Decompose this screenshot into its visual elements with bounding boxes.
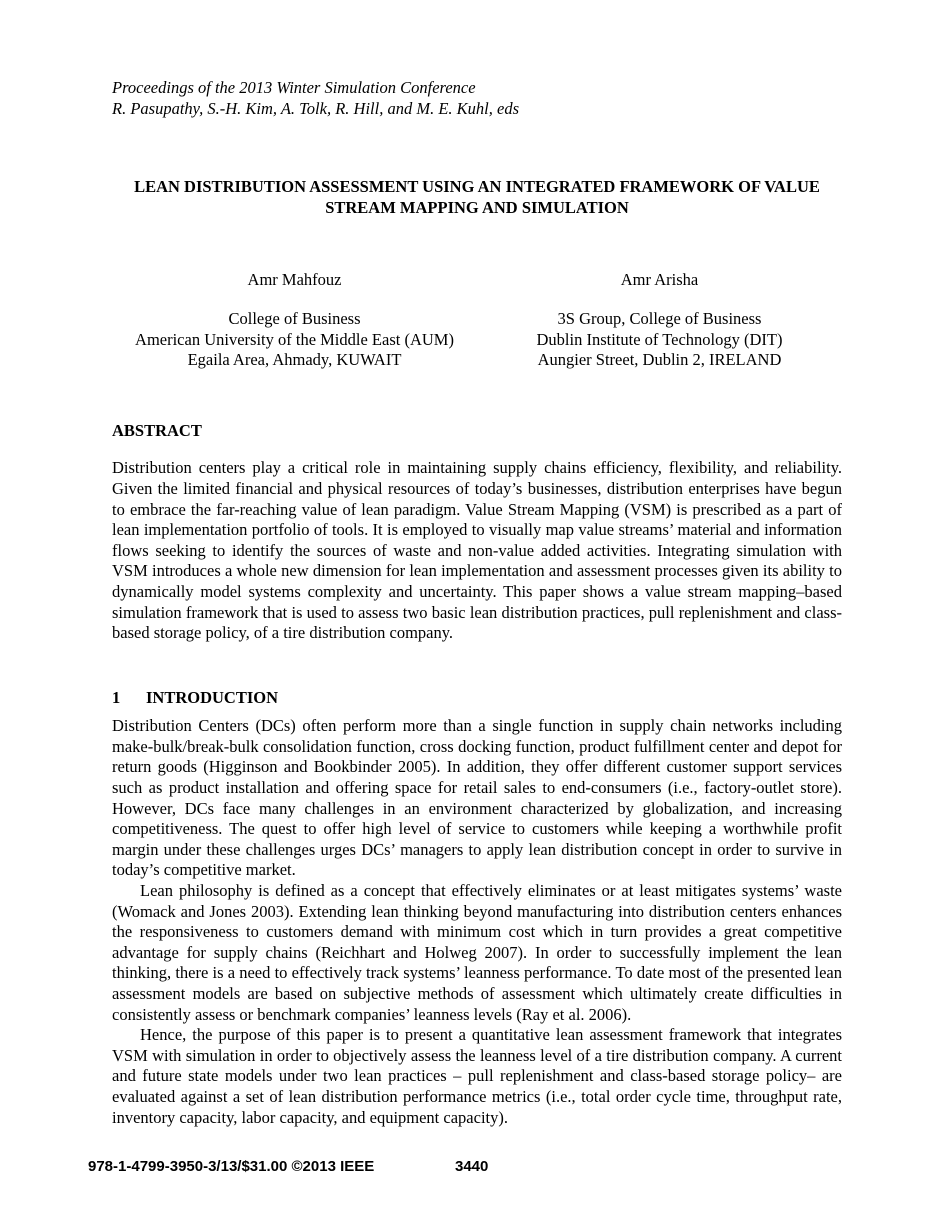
- section-1-heading: [112, 688, 842, 709]
- body-paragraph: Distribution Centers (DCs) often perform more than a single function in supply chain networks including make-bulk/break-bulk consolidation function, cross docking function, product fulfillment center and depot for return goods (Higginson and Bookbinder 2005). In addition, they offer different customer support services such as product installation and offering space for retail sales to end-consumers (i.e., factory-outlet store). However, DCs face many challenges in an environment characterized by globalization, and increasing competitiveness. The quest to offer high level of service to customers while keeping a worthwhile profit margin under these challenges urges DCs’ managers to apply lean distribution concept in order to survive in today’s competitive market.: [112, 716, 842, 880]
- paper-title: [112, 177, 842, 218]
- paper-title-line1: LEAN DISTRIBUTION ASSESSMENT USING AN INTEGRATED FRAMEWORK OF VALUE: [134, 177, 820, 197]
- abstract-paragraph: Distribution centers play a critical role in maintaining supply chains efficiency, flexibility, and reliability. Given the limited financial and physical resources of today’s businesses, distribution enterprises have begun to embrace the far-reaching value of lean paradigm. Value Stream Mapping (VSM) is prescribed as a part of lean implementation portfolio of tools. It is employed to visually map value streams’ material and information flows seeking to identify the sources of waste and non-value added activities. Integrating simulation with VSM introduces a whole new dimension for lean implementation and assessment processes given its ability to dynamically model systems complexity and uncertainty. This paper shows a value stream mapping–based simulation framework that is used to assess two basic lean distribution practices, pull replenishment and class-based storage policy, of a tire distribution company.: [112, 458, 842, 643]
- proceedings-header: [112, 78, 842, 119]
- author-name: Amr Mahfouz: [247, 270, 342, 290]
- page-number: 3440: [455, 1158, 489, 1175]
- abstract-text: [112, 458, 842, 643]
- abstract-heading: ABSTRACT: [112, 420, 202, 440]
- author-affiliation: [477, 309, 842, 371]
- affiliation-line: Dublin Institute of Technology (DIT): [536, 329, 783, 349]
- affiliation-line: Egaila Area, Ahmady, KUWAIT: [187, 350, 402, 370]
- author-name: Amr Arisha: [620, 270, 699, 290]
- affiliation-line: American University of the Middle East (AUM): [135, 329, 454, 349]
- affiliation-line: 3S Group, College of Business: [557, 308, 762, 328]
- section-number: 1: [112, 687, 121, 707]
- affiliation-line: College of Business: [228, 308, 361, 328]
- body-paragraph: Lean philosophy is defined as a concept that effectively eliminates or at least mitigates systems’ waste (Womack and Jones 2003). Extending lean thinking beyond manufacturing into distribution centers enhances the responsiveness to customers demand with minimum cost which in turn provides a great competitive advantage for supply chains (Reichhart and Holweg 2007). In order to successfully implement the lean thinking, there is a need to effectively track systems’ leanness performance. To date most of the presented lean assessment models are based on subjective methods of assessment which ultimately create difficulties in consistently assess or benchmark companies’ leanness levels (Ray et al. 2006).: [112, 881, 842, 1024]
- author-affiliation: [112, 309, 477, 371]
- proceedings-editors: R. Pasupathy, S.-H. Kim, A. Tolk, R. Hill, and M. E. Kuhl, eds: [112, 98, 519, 118]
- section-title: INTRODUCTION: [146, 687, 279, 707]
- proceedings-title: Proceedings of the 2013 Winter Simulation Conference: [112, 78, 476, 97]
- body-paragraph: Hence, the purpose of this paper is to present a quantitative lean assessment framework that integrates VSM with simulation in order to objectively assess the leanness level of a tire distribution company. A current and future state models under two lean practices – pull replenishment and class-based storage policy– are evaluated against a set of lean distribution performance metrics (i.e., total order cycle time, throughput rate, inventory capacity, labor capacity, and equipment capacity).: [112, 1025, 842, 1127]
- author-right: [477, 270, 842, 370]
- paper-title-line2: STREAM MAPPING AND SIMULATION: [325, 197, 629, 217]
- affiliation-line: Aungier Street, Dublin 2, IRELAND: [537, 350, 782, 370]
- page-content: [112, 0, 842, 1128]
- author-left: [112, 270, 477, 370]
- authors-block: [112, 270, 842, 370]
- section-1-body: [112, 716, 842, 1128]
- copyright-notice: 978-1-4799-3950-3/13/$31.00 ©2013 IEEE: [88, 1158, 375, 1175]
